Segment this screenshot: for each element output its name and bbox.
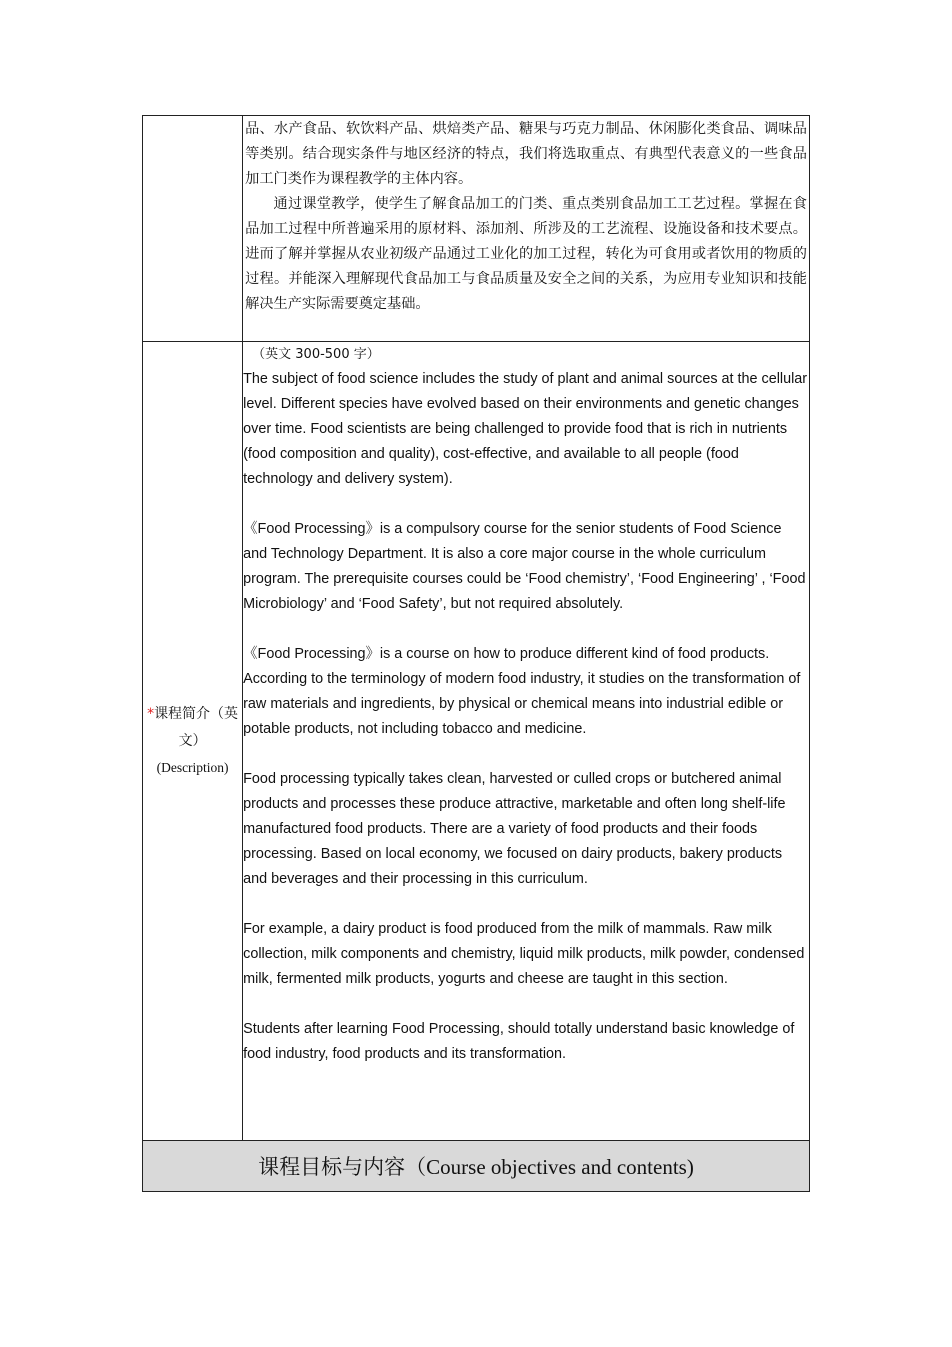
description-paragraph: Food processing typically takes clean, harvested or culled crops or butchered animal products and processes these produce attractive, marketable and often long shelf-life manufactured food products. There are a variety of food products and their foods processing. Based on local economy, we focused on dairy products, bakery products and beverages and their processing in this curriculum. <box>243 771 786 887</box>
chinese-intro-label-cell <box>143 116 243 342</box>
description-label-cn: 课程简介（英文） <box>154 705 239 749</box>
chinese-intro-cell <box>243 116 810 342</box>
section-heading-en: （Course objectives and contents) <box>405 1155 694 1179</box>
chinese-intro-row <box>143 116 810 342</box>
english-description-cell <box>243 342 810 1141</box>
section-heading <box>143 1141 810 1192</box>
english-description-row <box>143 342 810 1141</box>
description-label-cell <box>143 342 243 1141</box>
chinese-intro-paragraph: 通过课堂教学，使学生了解食品加工的门类、重点类别食品加工工艺过程。掌握在食品加工过程中所普遍采用的原材料、添加剂、所涉及的工艺流程、设施设备和技术要点。进而了解并掌握从农业初级产品通过工业化的加工过程，转化为可食用或者饮用的物质的过程。并能深入理解现代食品加工与食品质量及安全之间的关系，为应用专业知识和技能解决生产实际需要奠定基础。 <box>245 196 807 312</box>
required-asterisk: * <box>147 705 155 722</box>
course-info-table <box>142 115 810 1192</box>
description-paragraph: The subject of food science includes the study of plant and animal sources at the cellular level. Different species have evolved based on their environments and genetic changes over time. Food scientists are being challenged to provide food that is rich in nutrients (food composition and quality), cost-effective, and available to all people (food technology and delivery system). <box>243 371 808 487</box>
description-label-en: (Description) <box>156 759 229 775</box>
chinese-intro-paragraph: 品、水产食品、软饮料产品、烘焙类产品、糖果与巧克力制品、休闲膨化类食品、调味品等类别。结合现实条件与地区经济的特点，我们将选取重点、有典型代表意义的一些食品加工门类作为课程教学的主体内容。 <box>245 121 807 187</box>
section-heading-cn: 课程目标与内容 <box>258 1155 406 1179</box>
description-paragraph: Students after learning Food Processing, should totally understand basic knowledge of food industry, food products and its transformation. <box>243 1021 795 1062</box>
section-heading-row <box>143 1141 810 1192</box>
description-paragraph: 《Food Processing》is a course on how to produce different kind of food products. According to the terminology of modern food industry, it studies on the transformation of raw materials and ingredients, by physical or chemical means into industrial edible or potable products, not including tobacco and medicine. <box>243 646 801 737</box>
description-paragraph: 《Food Processing》is a compulsory course for the senior students of Food Science and Technology Department. It is also a core major course in the whole curriculum program. The prerequisite courses could be ‘Food chemistry’, ‘Food Engineering’ , ‘Food Microbiology’ and ‘Food Safety’, but not required absolutely. <box>243 521 806 612</box>
word-count-note: （英文 300-500 字） <box>252 347 380 362</box>
description-paragraph: For example, a dairy product is food produced from the milk of mammals. Raw milk collection, milk components and chemistry, liquid milk products, milk powder, condensed milk, fermented milk products, yogurts and cheese are taught in this section. <box>243 921 805 987</box>
